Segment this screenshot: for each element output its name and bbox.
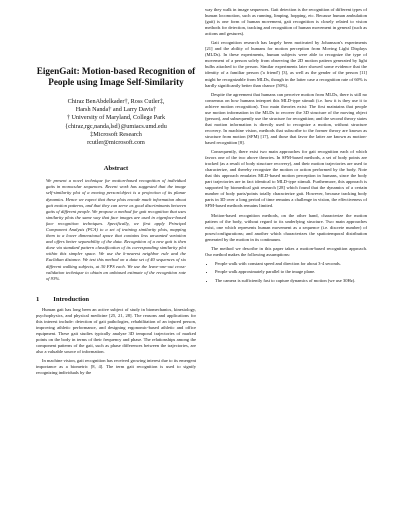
authors-line-1: Chiraz BenAbdelkader†, Ross Cutler‡, (67, 98, 165, 105)
right-paragraph-3: Despite the agreement that humans can perceive motion from MLDs, there is still no consensus on how humans interpret this MLD-type stimuli (i.e. how it is they use it to achieve motion recognition). Two main theories exist: The first maintains that people use motion information in the MLDs to recover the 3D structure of the moving object (person), and subsequently use the structure for recognition; and the second theory states that motion information is directly used to recognize a motion, without structure recovery. In machine vision, methods that subscribe to the former theory are known as structure from motion (SFM) [17], and those that favor the latter are known as motion-based recognition [8]. (205, 91, 367, 145)
left-column (36, 40, 196, 379)
right-paragraph-4: Consequently, there exist two main approaches for gait recognition each of which favors one of the two above theories. In SFM-based methods, a set of body points are tracked (as a result of body structure recovery), and their motion trajectories are used to characterize, and thereby recognize the motion or action performed by the body. Note that this approach emulates MLD-based motion perception in humans, since the body part trajectories are in fact identical to MLD-type stimuli. Furthermore, this approach is supported by biomedical gait research [28] which found that the dynamics of a certain number of body parts/points totally characterize gait. However, because tracking body parts in 3D over a long period of time remains a challenge in vision, the effectiveness of SFM-based methods remains limited. (205, 149, 367, 209)
affiliation-1: † University of Maryland, College Park (66, 114, 166, 122)
right-column (205, 7, 367, 286)
right-paragraph-2: Gait recognition research has largely been motivated by Johansson's experiments [21] and the ability of humans for motion perception from Moving Light Displays (MLDs). In these experiments, human subjects were able to recognize the type of movement of a person solely from observing the 2D motion pattern generated by light bulbs attached to the person. Similar experiments later showed some evidence that the identity of a familiar person ('a friend') [3], as well as the gender of the person [11] might be recognizable from MLDs, though in the latter case a recognition rate of 60% is hardly significantly better than chance (50%). (205, 40, 367, 88)
abstract-text: We present a novel technique for motion-based recognition of individual gaits in monocular sequences. Recent work has suggested that the image self-similarity plot of a moving person/object is a projection of its planar dynamics. Hence we expect that these plots encode much information about gait motion patterns, and that they can serve as good discriminants between gaits of different people. We propose a method for gait recognition that uses similarity plots the same way that face images are used in eigenface-based face recognition techniques. Specifically, we first apply Principal Component Analysis (PCA) to a set of training similarity plots, mapping them to a lower dimensional space that contains less unwanted variation and offers better separability of the data. Recognition of a new gait is then done via standard pattern classification of its corresponding similarity plot within this simpler space. We use the k-nearest neighbor rule and the Euclidian distance. We test this method on a data set of 40 sequences of six different walking subjects, at 30 FPS each. We use the leave-one-out cross-validation technique to obtain an unbiased estimate of the recognition rate of 93%. (46, 178, 186, 281)
abstract-heading: Abstract (103, 165, 129, 173)
assumption-list (205, 261, 367, 284)
author-block (36, 98, 196, 147)
section-heading-introduction (36, 296, 196, 303)
intro-paragraph-2: In machine vision, gait recognition has received growing interest due to its emergent importance as a biometric [8, 4]. The term gait recognition is used to signify recognizing individuals by the (36, 358, 196, 376)
intro-paragraph-1: Human gait has long been an active subject of study in biomechanics, kinesiology, psychophysics, and physical medicine [25, 21, 28]. The reasons and applications for this interest include: detection of gait pathologies, rehabilitation of an injured person, improving athletic performance, and designing ergonomic-based athletic and office equipment. These gait studies typically analyze 3D temporal trajectories of marked points on the body in terms of their frequency and phase. The relationships among the component patterns of the gait, such as phase differences between the trajectories, are also a valuable source of information. (36, 306, 196, 355)
email-2: rcutler@microsoft.com (87, 139, 145, 147)
right-paragraph-1: way they walk in image sequences. Gait detection is the recognition of different types of human locomotion, such as running, limping, hopping, etc. Because human ambulation (gait) is one form of human movement, gait recognition is closely related to vision methods for detection, tracking and recognition of human movement in general (such as actions and gestures). (205, 7, 367, 37)
assumption-item: • People walk approximately parallel to the image plane. (215, 269, 367, 275)
section-title: Introduction (53, 295, 90, 303)
section-number: 1 (36, 295, 40, 303)
paper-title: EigenGait: Motion-based Recognition of People using Image Self-Similarity (36, 66, 196, 87)
right-paragraph-6: The method we describe in this paper takes a motion-based recognition approach. Our method makes the following assumptions: (205, 245, 367, 257)
affiliation-2: ‡Microsoft Research (90, 130, 142, 138)
right-paragraph-5: Motion-based recognition methods, on the other hand, characterize the motion pattern of the body, without regard to its underlying structure. Two main approaches exist, one which represents human movement as a sequence (i.e. discrete number) of poses/configurations; and another which characterizes the spatiotemporal distribution generated by the motion in its continuum. (205, 212, 367, 242)
authors-line-2: Harsh Nanda† and Larry Davis† (75, 106, 157, 114)
email-1: {chiraz,rgc,nanda,lsd}@umiacs.umd.edu (65, 122, 167, 130)
assumption-item: • People walk with constant speed and direction for about 3-4 seconds. (215, 261, 367, 267)
assumption-item: • The camera is sufficiently fast to capture dynamics of motion (we use 30Hz). (215, 278, 367, 284)
